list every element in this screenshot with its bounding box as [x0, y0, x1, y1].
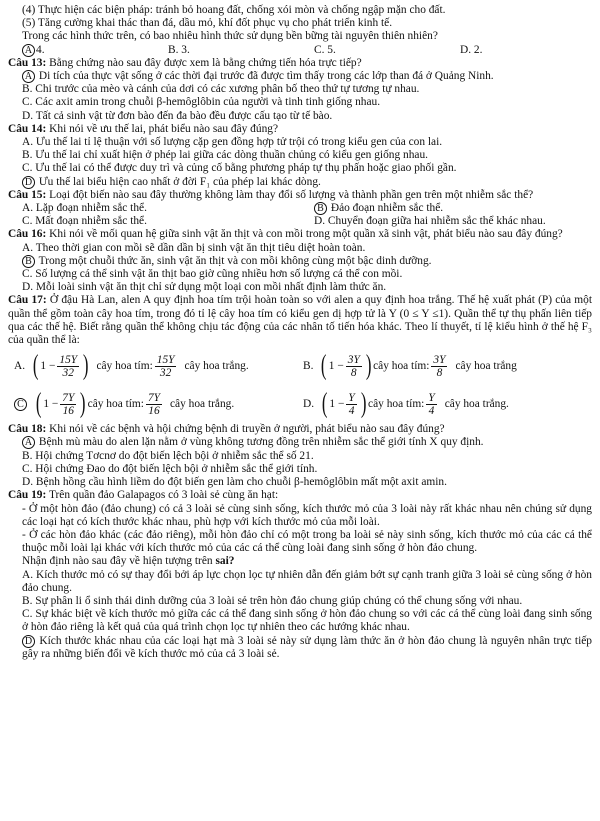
- intro-option-a: A 4.: [8, 44, 154, 57]
- answer-mark: D: [22, 176, 35, 189]
- q18-option-b: B. Hội chứng Tơcnơ do đột biến lệch bội ở nhiễm sắc thể số 21.: [22, 449, 314, 462]
- q17-option-b: B. ( 1 − $\frac{3Y}{8}$ ) cây hoa tím: $\frac{3Y}{8}$ cây hoa trắng: [303, 350, 517, 382]
- question-14: Câu 14: Khi nói về ưu thế lai, phát biểu nào sau đây đúng?: [8, 122, 279, 135]
- question-19: Câu 19: Trên quần đảo Galapagos có 3 loài sẻ cùng ăn hạt:: [8, 489, 279, 502]
- q18-option-a: A Bệnh mù màu do alen lặn nằm ở vùng không tương đồng trên nhiễm sắc thể giới tính X quy định.: [8, 436, 592, 449]
- q19-para-1: - Ở một hòn đảo (đảo chung) có cả 3 loài sẻ cùng sinh sống, kích thước mỏ của 3 loài này rất khác nhau nên chúng sử dụng các loại hạt có kích thước khác nhau, phù hợp với kích thước mỏ của mỗi loài.: [22, 502, 592, 528]
- answer-mark: A: [22, 44, 35, 57]
- intro-question: Trong các hình thức trên, có bao nhiêu hình thức sử dụng bền bững tài nguyên thiên nhiên?: [22, 30, 438, 43]
- q19-option-c: C. Sự khác biệt về kích thước mỏ giữa các cá thể đang sinh sống ở hòn đảo chung so với các cá thể cùng loài đang sinh sống ở hòn đảo riêng là kết quả của quá trình chọn lọc tự nhiên theo các hướng khác nhau.: [22, 608, 592, 634]
- q16-option-a: A. Theo thời gian con mồi sẽ dần dần bị sinh vật ăn thịt tiêu diệt hoàn toàn.: [22, 241, 366, 254]
- q19-option-d: D Kích thước khác nhau của các loại hạt mà 3 loài sẻ này sử dụng làm thức ăn ở hòn đảo chung là nguyên nhân trực tiếp gây ra những biến đổi về kích thước mỏ của cả 3 loài sẻ.: [22, 634, 592, 660]
- intro-line-4: (4) Thực hiện các biện pháp: tránh bỏ hoang đất, chống xói mòn và chống ngập mặn cho đất.: [22, 4, 446, 16]
- q15-option-d: D. Chuyển đoạn giữa hai nhiễm sắc thể khác nhau.: [314, 215, 546, 228]
- q19-option-b: B. Sự phân li ổ sinh thái dinh dưỡng của 3 loài sẻ trên hòn đảo chung giúp chúng có thể chung sống với nhau.: [22, 594, 523, 607]
- intro-option-b: B. 3.: [168, 43, 190, 56]
- q19-option-a: A. Kích thước mỏ có sự thay đổi bởi áp lực chọn lọc tự nhiên dẫn đến giảm bớt sự cạnh tranh giữa 3 loài sẻ cùng sống ở hòn đảo chung.: [22, 568, 592, 594]
- q15-option-a: A. Lặp đoạn nhiễm sắc thể.: [22, 202, 147, 215]
- q17-options-row1: [8, 347, 592, 385]
- answer-mark: B: [314, 202, 327, 215]
- q13-option-c: C. Các axit amin trong chuỗi β-hemôglôbin của người và tinh tinh giống nhau.: [22, 96, 381, 109]
- question-18: Câu 18: Khi nói về các bệnh và hội chứng bệnh di truyền ở người, phát biểu nào sau đây đúng?: [8, 423, 445, 436]
- answer-mark: A: [22, 436, 35, 449]
- q15-option-b: B Đảo đoạn nhiễm sắc thể.: [300, 202, 592, 215]
- q16-option-c: C. Số lượng cá thể sinh vật ăn thịt bao giờ cũng nhiều hơn số lượng cá thể con mồi.: [22, 268, 403, 281]
- intro-option-c: C. 5.: [314, 43, 336, 56]
- q17-options-row2: [8, 385, 592, 423]
- q19-para-2: - Ở các hòn đảo khác (các đảo riêng), mỗi hòn đảo chỉ có một trong ba loài sẻ này sinh sống, kích thước mỏ của các cá thể thuộc mỗi loài lại khác với kích thước mỏ của các cá thể cùng loài đang sinh sống ở hòn đảo chung.: [22, 528, 592, 555]
- q13-option-d: D. Tất cả sinh vật từ đơn bào đến đa bào đều được cấu tạo từ tế bào.: [22, 109, 333, 122]
- q17-option-a: A. ( 1 − $\frac{15Y}{32}$ ) cây hoa tím: $\frac{15Y}{32}$ cây hoa trắng.: [14, 350, 249, 382]
- question-13: Câu 13: Bằng chứng nào sau đây được xem là bằng chứng tiến hóa trực tiếp?: [8, 56, 362, 69]
- q14-option-d: D Ưu thế lai biểu hiện cao nhất ở đời F₁ của phép lai khác dòng.: [8, 176, 592, 189]
- q14-option-a: A. Ưu thế lai tỉ lệ thuận với số lượng cặp gen đồng hợp tử trội có trong kiểu gen của con lai.: [22, 136, 443, 149]
- intro-line-5: (5) Tăng cường khai thác than đá, dầu mỏ, khí đốt phục vụ cho phát triển kinh tế.: [22, 17, 393, 30]
- q15-options-row1: [8, 202, 592, 215]
- q13-option-a: A Di tích của thực vật sống ở các thời đại trước đã được tìm thấy trong các lớp than đá ở Quảng Ninh.: [8, 70, 592, 83]
- q15-options-row2: [8, 215, 592, 228]
- q13-option-b: B. Chi trước của mèo và cánh của dơi có các xương phân bố theo thứ tự tương tự nhau.: [22, 83, 420, 96]
- q18-option-d: D. Bệnh hồng cầu hình liềm do đột biến gen làm cho chuỗi β-hemôglôbin mất một axit amin.: [22, 476, 447, 489]
- q15-option-c: C. Mất đoạn nhiễm sắc thể.: [22, 215, 147, 228]
- q17-option-c: C ( 1 − $\frac{7Y}{16}$ ) cây hoa tím: $\frac{7Y}{16}$ cây hoa trắng.: [14, 390, 303, 418]
- question-16: Câu 16: Khi nói về mối quan hệ giữa sinh vật ăn thịt và con mồi trong một quần xã sinh vật, phát biểu nào sau đây đúng?: [8, 228, 563, 241]
- answer-mark: A: [22, 70, 35, 83]
- q14-option-c: C. Ưu thế lai có thể được duy trì và củng cố bằng phương pháp tự thụ phấn hoặc giao phối gần.: [22, 162, 457, 175]
- answer-mark: C: [14, 398, 27, 411]
- question-15: Câu 15: Loại đột biến nào sau đây thường không làm thay đổi số lượng và thành phần gen trên một nhiễm sắc thể?: [8, 188, 534, 201]
- q16-option-d: D. Mỗi loài sinh vật ăn thịt chỉ sử dụng một loại con mồi nhất định làm thức ăn.: [22, 281, 387, 294]
- question-17: Câu 17: Ở đậu Hà Lan, alen A quy định hoa tím trội hoàn toàn so với alen a quy định hoa trắng. Thế hệ xuất phát (P) của một quần thể gồm toàn cây hoa tím, trong đó tỉ lệ cây hoa tím có kiểu gen dị hợp tử là Y (0 ≤ Y ≤1). Quần thể tự thụ phấn liên tiếp qua các thế hệ. Biết rằng quần thể không chịu tác động của các nhân tố tiến hóa khác. Theo lí thuyết, tỉ lệ kiểu hình ở thế hệ F₃ của quần thể là:: [8, 294, 592, 347]
- q17-option-d: D. ( 1 − $\frac{Y}{4}$ ) cây hoa tím: $\frac{Y}{4}$ cây hoa trắng.: [303, 388, 509, 420]
- q16-option-b: B Trong một chuỗi thức ăn, sinh vật ăn thịt và con mồi không cùng một bậc dinh dưỡng.: [8, 255, 592, 268]
- intro-option-d: D. 2.: [460, 43, 483, 56]
- answer-mark: B: [22, 255, 35, 268]
- answer-mark: D: [22, 635, 35, 648]
- intro-options: [8, 44, 592, 57]
- q19-question: Nhận định nào sau đây về hiện tượng trên sai?: [22, 555, 235, 568]
- q18-option-c: C. Hội chứng Đao do đột biến lệch bội ở nhiễm sắc thể giới tính.: [22, 462, 318, 475]
- q14-option-b: B. Ưu thế lai chỉ xuất hiện ở phép lai giữa các dòng thuần chủng có kiểu gen giống nhau.: [22, 149, 428, 162]
